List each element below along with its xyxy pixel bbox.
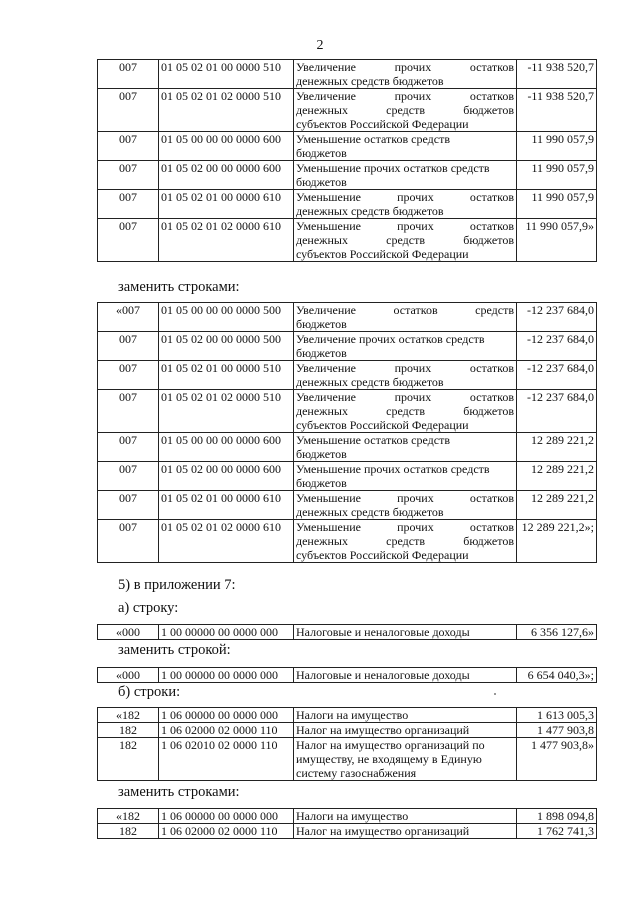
- amount-cell: 6 654 040,3»;: [517, 668, 597, 683]
- item-a-heading: а) строку:: [118, 600, 179, 616]
- table-row: [98, 708, 597, 723]
- budget-table-original: [97, 59, 597, 262]
- description-line: Налог на имущество организаций по: [296, 738, 485, 752]
- amount-cell: 11 990 057,9: [517, 190, 597, 219]
- classification-code-cell: 01 05 02 01 02 0000 510: [159, 89, 294, 132]
- description-cell: [294, 219, 517, 262]
- scan-speck: [494, 693, 496, 695]
- description-cell: [294, 332, 517, 361]
- description-line: Увеличение прочих остатков: [296, 390, 514, 404]
- classification-code-cell: 01 05 02 01 00 0000 610: [159, 491, 294, 520]
- row-code-cell: 007: [98, 190, 159, 219]
- classification-code-cell: 01 05 02 01 00 0000 610: [159, 190, 294, 219]
- description-line: Уменьшение прочих остатков: [296, 190, 514, 204]
- description-cell: [294, 809, 517, 824]
- description-cell: [294, 190, 517, 219]
- description-line: субъектов Российской Федерации: [296, 418, 469, 432]
- description-cell: [294, 625, 517, 640]
- description-line: Уменьшение остатков средств: [296, 132, 450, 146]
- description-line: систему газоснабжения: [296, 766, 417, 780]
- row-code-cell: 007: [98, 132, 159, 161]
- classification-code-cell: 01 05 02 00 00 0000 600: [159, 462, 294, 491]
- description-cell: [294, 161, 517, 190]
- amount-cell: -12 237 684,0: [517, 390, 597, 433]
- table-row: [98, 89, 597, 132]
- description-line: Уменьшение прочих остатков средств: [296, 462, 490, 476]
- description-line: Уменьшение прочих остатков: [296, 219, 514, 233]
- description-cell: [294, 491, 517, 520]
- classification-code-cell: 01 05 00 00 00 0000 600: [159, 132, 294, 161]
- amount-cell: -12 237 684,0: [517, 361, 597, 390]
- row-code-cell: 007: [98, 89, 159, 132]
- description-line: бюджетов: [296, 317, 347, 331]
- classification-code-cell: 01 05 02 01 00 0000 510: [159, 60, 294, 89]
- description-cell: [294, 390, 517, 433]
- description-line: денежных средств бюджетов: [296, 505, 444, 519]
- classification-code-cell: 1 06 02000 02 0000 110: [159, 723, 294, 738]
- row-code-cell: 182: [98, 824, 159, 839]
- page-number: 2: [316, 38, 324, 53]
- description-line: бюджетов: [296, 346, 347, 360]
- table-row: [98, 824, 597, 839]
- description-cell: [294, 462, 517, 491]
- row-code-cell: «182: [98, 708, 159, 723]
- table-row: [98, 332, 597, 361]
- row-code-cell: 182: [98, 738, 159, 781]
- classification-code-cell: 1 06 00000 00 0000 000: [159, 809, 294, 824]
- description-line: бюджетов: [296, 175, 347, 189]
- description-line: бюджетов: [296, 476, 347, 490]
- classification-code-cell: 01 05 02 01 02 0000 610: [159, 520, 294, 563]
- row-code-cell: «182: [98, 809, 159, 824]
- description-line: Налоги на имущество: [296, 708, 409, 722]
- classification-code-cell: 1 06 02000 02 0000 110: [159, 824, 294, 839]
- description-line: Налоговые и неналоговые доходы: [296, 625, 470, 639]
- table-row: [98, 433, 597, 462]
- description-cell: [294, 361, 517, 390]
- table-row: [98, 520, 597, 563]
- item-b-heading: б) строки:: [118, 684, 181, 700]
- description-cell: [294, 303, 517, 332]
- description-line: Налоговые и неналоговые доходы: [296, 668, 470, 682]
- description-line: субъектов Российской Федерации: [296, 548, 469, 562]
- instruction-replace-rows: заменить строками:: [118, 279, 240, 295]
- amount-cell: -12 237 684,0: [517, 303, 597, 332]
- description-line: Налог на имущество организаций: [296, 723, 470, 737]
- description-cell: [294, 723, 517, 738]
- row-code-cell: 007: [98, 332, 159, 361]
- table-row: [98, 462, 597, 491]
- amount-cell: -11 938 520,7: [517, 60, 597, 89]
- description-line: имуществу, не входящему в Единую: [296, 752, 482, 766]
- row-code-cell: 007: [98, 219, 159, 262]
- description-line: денежных средств бюджетов: [296, 534, 514, 548]
- description-line: денежных средств бюджетов: [296, 103, 514, 117]
- classification-code-cell: 01 05 02 01 02 0000 510: [159, 390, 294, 433]
- description-line: субъектов Российской Федерации: [296, 117, 469, 131]
- description-line: Увеличение прочих остатков: [296, 60, 514, 74]
- table-row: [98, 390, 597, 433]
- row-code-cell: 007: [98, 161, 159, 190]
- description-line: Увеличение прочих остатков средств: [296, 332, 485, 346]
- description-line: Увеличение остатков средств: [296, 303, 514, 317]
- amount-cell: 11 990 057,9: [517, 161, 597, 190]
- description-line: денежных средств бюджетов: [296, 375, 444, 389]
- row-code-cell: 182: [98, 723, 159, 738]
- classification-code-cell: 1 06 00000 00 0000 000: [159, 708, 294, 723]
- amount-cell: 1 898 094,8: [517, 809, 597, 824]
- amount-cell: 1 477 903,8: [517, 723, 597, 738]
- property-tax-table-original: [97, 707, 597, 781]
- row-code-cell: 007: [98, 433, 159, 462]
- description-cell: [294, 433, 517, 462]
- item-5-heading: 5) в приложении 7:: [118, 577, 236, 593]
- table-row: [98, 625, 597, 640]
- table-row: [98, 809, 597, 824]
- description-cell: [294, 132, 517, 161]
- description-line: денежных средств бюджетов: [296, 204, 444, 218]
- amount-cell: -11 938 520,7: [517, 89, 597, 132]
- table-row: [98, 60, 597, 89]
- row-code-cell: «007: [98, 303, 159, 332]
- row-code-cell: 007: [98, 520, 159, 563]
- description-line: субъектов Российской Федерации: [296, 247, 469, 261]
- description-line: Уменьшение прочих остатков средств: [296, 161, 490, 175]
- row-code-cell: «000: [98, 668, 159, 683]
- description-line: денежных средств бюджетов: [296, 233, 514, 247]
- table-row: [98, 190, 597, 219]
- description-cell: [294, 738, 517, 781]
- amount-cell: 1 762 741,3: [517, 824, 597, 839]
- amount-cell: 1 613 005,3: [517, 708, 597, 723]
- table-row: [98, 668, 597, 683]
- income-table-original: [97, 624, 597, 640]
- amount-cell: 12 289 221,2»;: [517, 520, 597, 563]
- description-line: Уменьшение остатков средств: [296, 433, 450, 447]
- amount-cell: 11 990 057,9: [517, 132, 597, 161]
- instruction-replace-rows-2: заменить строками:: [118, 784, 240, 800]
- classification-code-cell: 01 05 02 00 00 0000 500: [159, 332, 294, 361]
- description-line: Уменьшение прочих остатков: [296, 520, 514, 534]
- amount-cell: -12 237 684,0: [517, 332, 597, 361]
- description-line: денежных средств бюджетов: [296, 74, 444, 88]
- classification-code-cell: 01 05 02 00 00 0000 600: [159, 161, 294, 190]
- description-line: бюджетов: [296, 447, 347, 461]
- row-code-cell: «000: [98, 625, 159, 640]
- description-cell: [294, 824, 517, 839]
- description-cell: [294, 520, 517, 563]
- classification-code-cell: 01 05 00 00 00 0000 600: [159, 433, 294, 462]
- property-tax-table-replacement: [97, 808, 597, 839]
- classification-code-cell: 01 05 00 00 00 0000 500: [159, 303, 294, 332]
- classification-code-cell: 1 00 00000 00 0000 000: [159, 668, 294, 683]
- income-table-replacement: [97, 667, 597, 683]
- table-row: [98, 361, 597, 390]
- description-line: Налог на имущество организаций: [296, 824, 470, 838]
- description-cell: [294, 89, 517, 132]
- description-line: Уменьшение прочих остатков: [296, 491, 514, 505]
- row-code-cell: 007: [98, 491, 159, 520]
- amount-cell: 6 356 127,6»: [517, 625, 597, 640]
- table-row: [98, 738, 597, 781]
- amount-cell: 1 477 903,8»: [517, 738, 597, 781]
- row-code-cell: 007: [98, 390, 159, 433]
- amount-cell: 12 289 221,2: [517, 462, 597, 491]
- description-line: денежных средств бюджетов: [296, 404, 514, 418]
- table-row: [98, 219, 597, 262]
- classification-code-cell: 1 00 00000 00 0000 000: [159, 625, 294, 640]
- description-line: бюджетов: [296, 146, 347, 160]
- table-row: [98, 132, 597, 161]
- description-line: Увеличение прочих остатков: [296, 361, 514, 375]
- table-row: [98, 161, 597, 190]
- classification-code-cell: 01 05 02 01 02 0000 610: [159, 219, 294, 262]
- description-cell: [294, 668, 517, 683]
- description-cell: [294, 708, 517, 723]
- table-row: [98, 303, 597, 332]
- classification-code-cell: 01 05 02 01 00 0000 510: [159, 361, 294, 390]
- amount-cell: 12 289 221,2: [517, 433, 597, 462]
- row-code-cell: 007: [98, 361, 159, 390]
- instruction-replace-row: заменить строкой:: [118, 642, 231, 658]
- description-line: Налоги на имущество: [296, 809, 409, 823]
- classification-code-cell: 1 06 02010 02 0000 110: [159, 738, 294, 781]
- amount-cell: 12 289 221,2: [517, 491, 597, 520]
- table-row: [98, 723, 597, 738]
- row-code-cell: 007: [98, 462, 159, 491]
- budget-table-replacement: [97, 302, 597, 563]
- description-cell: [294, 60, 517, 89]
- row-code-cell: 007: [98, 60, 159, 89]
- table-row: [98, 491, 597, 520]
- amount-cell: 11 990 057,9»: [517, 219, 597, 262]
- description-line: Увеличение прочих остатков: [296, 89, 514, 103]
